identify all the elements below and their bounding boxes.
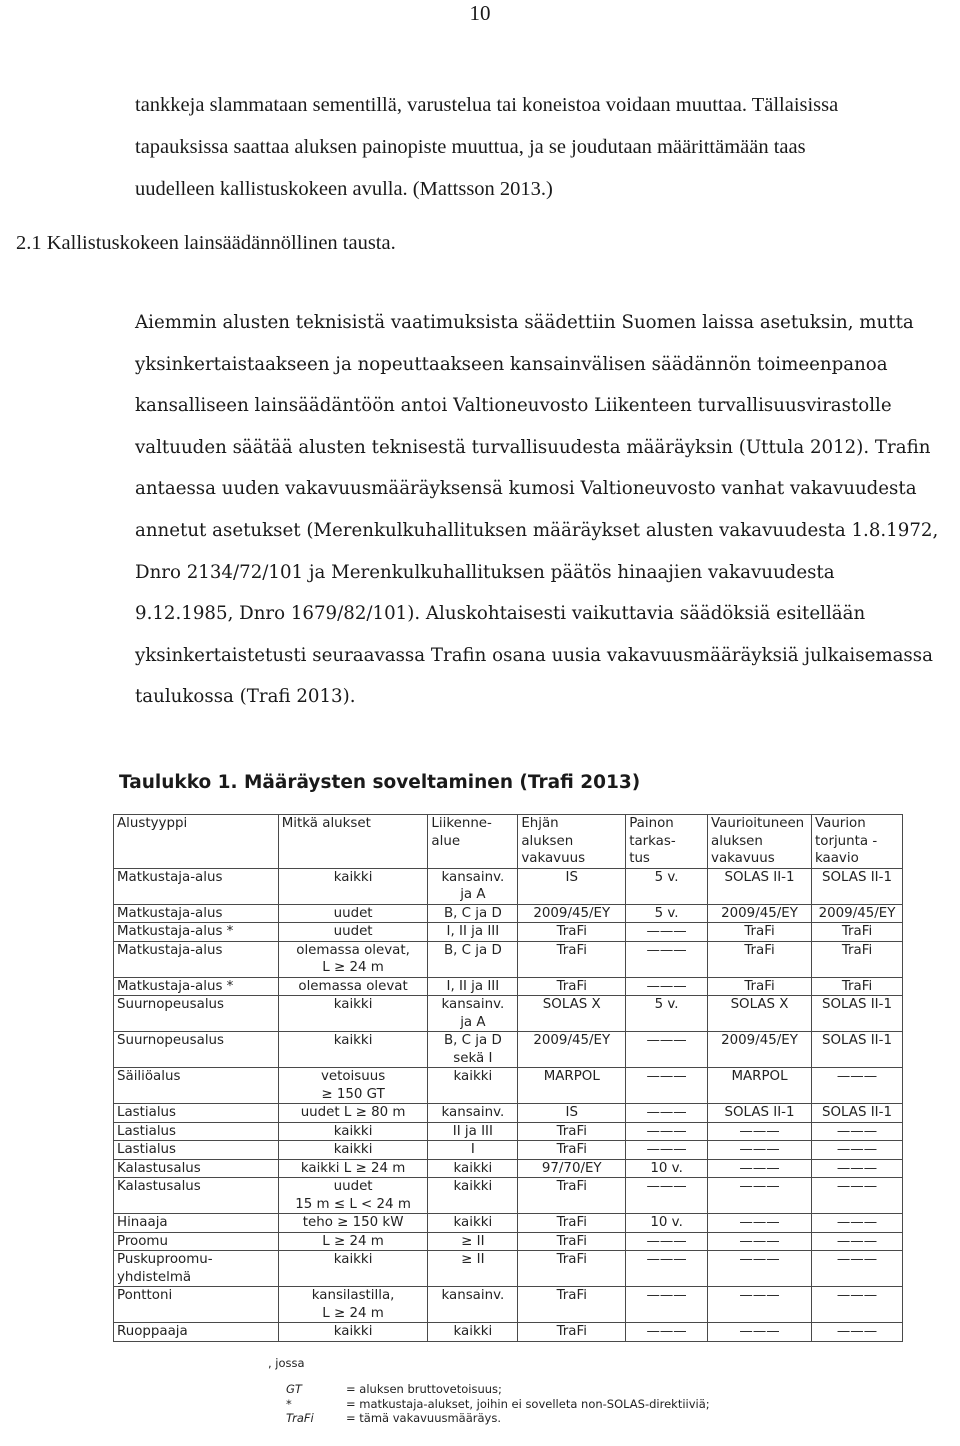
table-row [114, 1251, 903, 1287]
cell-traffic-area [428, 868, 518, 904]
cell-line: uudet L ≥ 80 m [300, 1105, 406, 1120]
cell-line: kansilastilla, [311, 1288, 395, 1303]
paragraph-line: Aiemmin alusten teknisistä vaatimuksista säädettiin Suomen laissa asetuksin, mutta [135, 312, 914, 333]
column-header-line: vakavuus [521, 851, 586, 866]
column-header [278, 815, 428, 869]
cell-traffic-area [428, 1214, 518, 1233]
footnote-symbol: TraFi [286, 1411, 314, 1425]
cell-line: kaikki [453, 1069, 493, 1084]
cell-ship-type [114, 1232, 279, 1251]
cell-line: ≥ 150 GT [321, 1086, 385, 1102]
cell-ship-type [114, 868, 279, 904]
table-header-row [114, 815, 903, 869]
cell-damage-control-plan: TraFi [812, 923, 903, 942]
cell-damage-control-plan: SOLAS II-1 [812, 1032, 903, 1068]
cell-applicable-ships [278, 1251, 428, 1287]
cell-intact-stability: TraFi [518, 1232, 626, 1251]
cell-damaged-stability: SOLAS X [708, 996, 812, 1032]
cell-traffic-area [428, 1287, 518, 1323]
cell-damaged-stability: ——— [708, 1122, 812, 1141]
cell-ship-type [114, 1214, 279, 1233]
cell-weight-check: 10 v. [626, 1214, 708, 1233]
table-row [114, 1159, 903, 1178]
cell-intact-stability: MARPOL [518, 1068, 626, 1104]
footnote-definition: = tämä vakavuusmääräys. [346, 1411, 502, 1425]
intro-line: uudelleen kallistuskokeen avulla. (Mattsson 2013.) [135, 178, 553, 200]
cell-applicable-ships [278, 941, 428, 977]
cell-traffic-area [428, 1141, 518, 1160]
cell-damage-control-plan: ——— [812, 1287, 903, 1323]
main-paragraph [135, 302, 939, 718]
cell-damaged-stability: 2009/45/EY [708, 1032, 812, 1068]
cell-intact-stability: TraFi [518, 1323, 626, 1342]
cell-ship-type [114, 977, 279, 996]
cell-damage-control-plan: ——— [812, 1159, 903, 1178]
column-header-line: tarkas- [629, 833, 676, 849]
column-header-line: Painon [629, 816, 674, 831]
cell-line: Ruoppaaja [117, 1324, 188, 1339]
column-header-line: Liikenne- [431, 816, 492, 831]
cell-intact-stability: TraFi [518, 941, 626, 977]
cell-weight-check: ——— [626, 1141, 708, 1160]
cell-damage-control-plan: ——— [812, 1141, 903, 1160]
cell-weight-check: 5 v. [626, 868, 708, 904]
cell-damaged-stability: ——— [708, 1178, 812, 1214]
cell-traffic-area [428, 1104, 518, 1123]
column-header-line: Ehjän [521, 816, 559, 831]
cell-line: Matkustaja-alus * [117, 924, 234, 939]
cell-line: B, C ja D [443, 905, 502, 921]
cell-intact-stability: TraFi [518, 1251, 626, 1287]
cell-applicable-ships [278, 1232, 428, 1251]
cell-line: Puskuproomu- [117, 1252, 213, 1267]
table-title-label: Taulukko 1. [119, 772, 238, 793]
column-header [114, 815, 279, 869]
cell-ship-type [114, 1178, 279, 1214]
cell-weight-check: 5 v. [626, 996, 708, 1032]
cell-line: Matkustaja-alus * [117, 978, 234, 994]
cell-line: B, C ja D [443, 1033, 502, 1048]
cell-line: Kalastusalus [117, 1160, 201, 1176]
cell-damage-control-plan: SOLAS II-1 [812, 996, 903, 1032]
cell-damage-control-plan: ——— [812, 1178, 903, 1214]
cell-intact-stability: TraFi [518, 1287, 626, 1323]
cell-ship-type [114, 1323, 279, 1342]
paragraph-line: yksinkertaistetusti seuraavassa Trafin osana uusia vakavuusmääräyksiä julkaisemassa [135, 644, 933, 666]
column-header-line: Alustyyppi [117, 816, 188, 831]
paragraph-line: Dnro 2134/72/101 ja Merenkulkuhallituksen päätös hinaajien vakavuudesta [135, 561, 835, 583]
cell-line: kaikki [453, 1215, 493, 1230]
table-row [114, 1214, 903, 1233]
cell-damaged-stability: ——— [708, 1287, 812, 1323]
cell-intact-stability: IS [518, 868, 626, 904]
cell-line: kaikki [453, 1179, 493, 1194]
table-row [114, 1323, 903, 1342]
table-row [114, 1068, 903, 1104]
cell-intact-stability: 97/70/EY [518, 1159, 626, 1178]
cell-applicable-ships [278, 1104, 428, 1123]
cell-damaged-stability: ——— [708, 1323, 812, 1342]
cell-traffic-area [428, 1068, 518, 1104]
column-header-line: kaavio [815, 851, 859, 866]
table-body [114, 868, 903, 1341]
table-row [114, 1122, 903, 1141]
cell-line: kaikki [453, 1160, 493, 1176]
cell-line: teho ≥ 150 kW [302, 1215, 404, 1230]
cell-applicable-ships [278, 977, 428, 996]
cell-weight-check: ——— [626, 1178, 708, 1214]
cell-applicable-ships [278, 1323, 428, 1342]
cell-damaged-stability: 2009/45/EY [708, 904, 812, 923]
cell-damaged-stability: ——— [708, 1141, 812, 1160]
cell-line: Suurnopeusalus [117, 997, 225, 1012]
cell-traffic-area [428, 1178, 518, 1214]
cell-line: uudet [333, 924, 373, 939]
column-header [812, 815, 903, 869]
cell-line: uudet [333, 905, 373, 921]
cell-intact-stability: TraFi [518, 1214, 626, 1233]
cell-ship-type [114, 1141, 279, 1160]
paragraph-line: antaessa uuden vakavuusmääräyksensä kumosi Valtioneuvosto vanhat vakavuudesta [135, 478, 917, 500]
cell-line: Hinaaja [117, 1215, 168, 1230]
cell-intact-stability: 2009/45/EY [518, 904, 626, 923]
table-row [114, 1287, 903, 1323]
cell-damage-control-plan: ——— [812, 1232, 903, 1251]
column-header-line: aluksen [711, 833, 763, 849]
cell-applicable-ships [278, 868, 428, 904]
table-row [114, 868, 903, 904]
table-row [114, 1104, 903, 1123]
cell-line: kaikki [333, 997, 373, 1012]
column-header-line: torjunta - [815, 833, 878, 849]
cell-applicable-ships [278, 904, 428, 923]
section-heading: 2.1 Kallistuskokeen lainsäädännöllinen tausta. [16, 232, 396, 254]
cell-damage-control-plan: SOLAS II-1 [812, 868, 903, 904]
column-header-line: alue [431, 833, 461, 849]
cell-ship-type [114, 1159, 279, 1178]
cell-line: 15 m ≤ L < 24 m [295, 1196, 411, 1212]
column-header-line: tus [629, 851, 650, 866]
cell-traffic-area [428, 1032, 518, 1068]
cell-ship-type [114, 1032, 279, 1068]
cell-applicable-ships [278, 1178, 428, 1214]
cell-ship-type [114, 1068, 279, 1104]
cell-line: Ponttoni [117, 1288, 173, 1303]
cell-line: kansainv. [441, 1105, 505, 1120]
cell-weight-check: ——— [626, 1287, 708, 1323]
cell-line: kaikki [333, 1324, 373, 1339]
cell-intact-stability: TraFi [518, 1141, 626, 1160]
cell-weight-check: ——— [626, 941, 708, 977]
cell-line: kaikki [453, 1324, 493, 1339]
cell-applicable-ships [278, 1122, 428, 1141]
cell-applicable-ships [278, 923, 428, 942]
cell-ship-type [114, 1104, 279, 1123]
cell-traffic-area [428, 1323, 518, 1342]
column-header-line: Vaurion [815, 816, 866, 831]
cell-ship-type [114, 923, 279, 942]
cell-intact-stability: SOLAS X [518, 996, 626, 1032]
cell-traffic-area [428, 904, 518, 923]
cell-weight-check: ——— [626, 1068, 708, 1104]
table-row [114, 1032, 903, 1068]
cell-damaged-stability: SOLAS II-1 [708, 868, 812, 904]
cell-line: olemassa olevat [298, 978, 408, 994]
footnote-definition: = aluksen bruttovetoisuus; [346, 1382, 502, 1396]
cell-damaged-stability: TraFi [708, 977, 812, 996]
cell-line: Säiliöalus [117, 1069, 181, 1084]
column-header-line: vakavuus [711, 851, 775, 866]
cell-line: L ≥ 24 m [322, 960, 384, 975]
paragraph-line: taulukossa (Trafi 2013). [135, 686, 356, 708]
table-row [114, 996, 903, 1032]
paragraph-line: kansalliseen lainsäädäntöön antoi Valtioneuvosto Liikenteen turvallisuusvirastolle [135, 395, 892, 417]
cell-damaged-stability: SOLAS II-1 [708, 1104, 812, 1123]
cell-weight-check: ——— [626, 1122, 708, 1141]
cell-line: kansainv. [441, 1288, 505, 1303]
cell-traffic-area [428, 1122, 518, 1141]
cell-applicable-ships [278, 1141, 428, 1160]
cell-damaged-stability: MARPOL [708, 1068, 812, 1104]
cell-intact-stability: TraFi [518, 923, 626, 942]
cell-line: Kalastusalus [117, 1179, 201, 1194]
cell-damaged-stability: ——— [708, 1214, 812, 1233]
cell-damaged-stability: TraFi [708, 941, 812, 977]
cell-line: Matkustaja-alus [117, 905, 223, 921]
cell-line: ja A [460, 887, 486, 902]
cell-ship-type [114, 904, 279, 923]
cell-applicable-ships [278, 1214, 428, 1233]
table-row [114, 977, 903, 996]
cell-line: I, II ja III [446, 978, 500, 994]
table-row [114, 1178, 903, 1214]
cell-weight-check: ——— [626, 923, 708, 942]
cell-line: ≥ II [461, 1252, 485, 1267]
cell-line: II ja III [452, 1123, 493, 1139]
footnote-definition: = matkustaja-alukset, joihin ei sovelleta non-SOLAS-direktiiviä; [346, 1396, 710, 1411]
cell-ship-type [114, 1251, 279, 1287]
footnote-symbol: GT [286, 1382, 302, 1396]
cell-intact-stability: TraFi [518, 1122, 626, 1141]
cell-line: Lastialus [117, 1105, 177, 1120]
cell-weight-check: 5 v. [626, 904, 708, 923]
cell-ship-type [114, 996, 279, 1032]
cell-damaged-stability: ——— [708, 1251, 812, 1287]
cell-applicable-ships [278, 1068, 428, 1104]
cell-traffic-area [428, 1232, 518, 1251]
column-header [626, 815, 708, 869]
cell-weight-check: ——— [626, 1032, 708, 1068]
cell-line: kansainv. [441, 997, 505, 1012]
cell-weight-check: ——— [626, 977, 708, 996]
table-row [114, 904, 903, 923]
paragraph-line: valtuuden säätää alusten teknisestä turvallisuudesta määräyksin (Uttula 2012). Trafin [135, 436, 931, 458]
footnote-intro: , jossa [268, 1356, 305, 1370]
cell-line: Proomu [117, 1233, 168, 1249]
cell-line: uudet [333, 1179, 373, 1194]
cell-line: L ≥ 24 m [322, 1305, 384, 1321]
paragraph-line: annetut asetukset (Merenkulkuhallituksen määräykset alusten vakavuudesta 1.8.1972, [135, 519, 939, 541]
cell-damage-control-plan: ——— [812, 1251, 903, 1287]
cell-damaged-stability: ——— [708, 1232, 812, 1251]
cell-damaged-stability: ——— [708, 1159, 812, 1178]
cell-line: B, C ja D [443, 942, 502, 958]
cell-line: kaikki [333, 1033, 373, 1048]
column-header [518, 815, 626, 869]
cell-line: sekä I [453, 1050, 493, 1066]
cell-line: Lastialus [117, 1123, 177, 1139]
table-row [114, 1232, 903, 1251]
footnote-symbol: * [286, 1396, 292, 1411]
cell-traffic-area [428, 1251, 518, 1287]
paragraph-line: yksinkertaistaakseen ja nopeuttaakseen kansainvälisen säädännön toimeenpanoa [135, 353, 888, 375]
cell-weight-check: ——— [626, 1232, 708, 1251]
cell-traffic-area [428, 977, 518, 996]
cell-weight-check: 10 v. [626, 1159, 708, 1178]
column-header [428, 815, 518, 869]
cell-ship-type [114, 1122, 279, 1141]
cell-damage-control-plan: ——— [812, 1323, 903, 1342]
regulations-table [113, 814, 903, 1342]
cell-weight-check: ——— [626, 1323, 708, 1342]
cell-line: ≥ II [461, 1233, 485, 1249]
cell-traffic-area [428, 996, 518, 1032]
cell-intact-stability: TraFi [518, 1178, 626, 1214]
cell-weight-check: ——— [626, 1251, 708, 1287]
cell-damage-control-plan: TraFi [812, 977, 903, 996]
cell-traffic-area [428, 941, 518, 977]
cell-line: Matkustaja-alus [117, 869, 223, 885]
cell-intact-stability: TraFi [518, 977, 626, 996]
cell-line: L ≥ 24 m [322, 1233, 384, 1249]
cell-line: Matkustaja-alus [117, 942, 223, 958]
cell-damage-control-plan: SOLAS II-1 [812, 1104, 903, 1123]
cell-line: vetoisuus [320, 1069, 386, 1084]
cell-line: yhdistelmä [117, 1269, 192, 1285]
cell-damage-control-plan: ——— [812, 1122, 903, 1141]
cell-applicable-ships [278, 1159, 428, 1178]
cell-line: Suurnopeusalus [117, 1033, 225, 1048]
cell-damaged-stability: TraFi [708, 923, 812, 942]
column-header-line: Mitkä alukset [281, 816, 371, 831]
intro-line: tapauksissa saattaa aluksen painopiste muuttua, ja se joudutaan määrittämään taas [135, 136, 806, 158]
intro-paragraph [135, 84, 935, 210]
table-row [114, 941, 903, 977]
cell-line: kaikki L ≥ 24 m [300, 1160, 406, 1176]
column-header-line: aluksen [521, 833, 574, 849]
paragraph-line: 9.12.1985, Dnro 1679/82/101). Aluskohtaisesti vaikuttavia säädöksiä esitellään [135, 603, 866, 625]
cell-line: kaikki [333, 1123, 373, 1139]
column-header-line: Vaurioituneen [711, 816, 805, 831]
cell-intact-stability: IS [518, 1104, 626, 1123]
cell-line: Lastialus [117, 1142, 177, 1157]
cell-line: kansainv. [441, 869, 505, 885]
cell-applicable-ships [278, 996, 428, 1032]
cell-line: kaikki [333, 1142, 373, 1157]
cell-traffic-area [428, 1159, 518, 1178]
cell-line: kaikki [333, 1252, 373, 1267]
cell-damage-control-plan: ——— [812, 1214, 903, 1233]
cell-line: ja A [460, 1014, 486, 1030]
table-row [114, 1141, 903, 1160]
cell-line: olemassa olevat, [296, 942, 410, 958]
cell-line: I [470, 1142, 475, 1157]
cell-damage-control-plan: 2009/45/EY [812, 904, 903, 923]
cell-applicable-ships [278, 1287, 428, 1323]
cell-traffic-area [428, 923, 518, 942]
table-title [119, 772, 640, 793]
cell-ship-type [114, 941, 279, 977]
cell-damage-control-plan: TraFi [812, 941, 903, 977]
table-figure [113, 766, 913, 1436]
table-row [114, 923, 903, 942]
cell-line: kaikki [333, 869, 373, 885]
cell-line: I, II ja III [446, 924, 500, 939]
page-number: 10 [469, 1, 491, 25]
cell-applicable-ships [278, 1032, 428, 1068]
intro-line: tankkeja slammataan sementillä, varustelua tai koneistoa voidaan muuttaa. Tällaisissa [135, 94, 839, 116]
cell-weight-check: ——— [626, 1104, 708, 1123]
table-title-text: Määräysten soveltaminen (Trafi 2013) [237, 772, 641, 793]
column-header [708, 815, 812, 869]
cell-damage-control-plan: ——— [812, 1068, 903, 1104]
cell-intact-stability: 2009/45/EY [518, 1032, 626, 1068]
cell-ship-type [114, 1287, 279, 1323]
